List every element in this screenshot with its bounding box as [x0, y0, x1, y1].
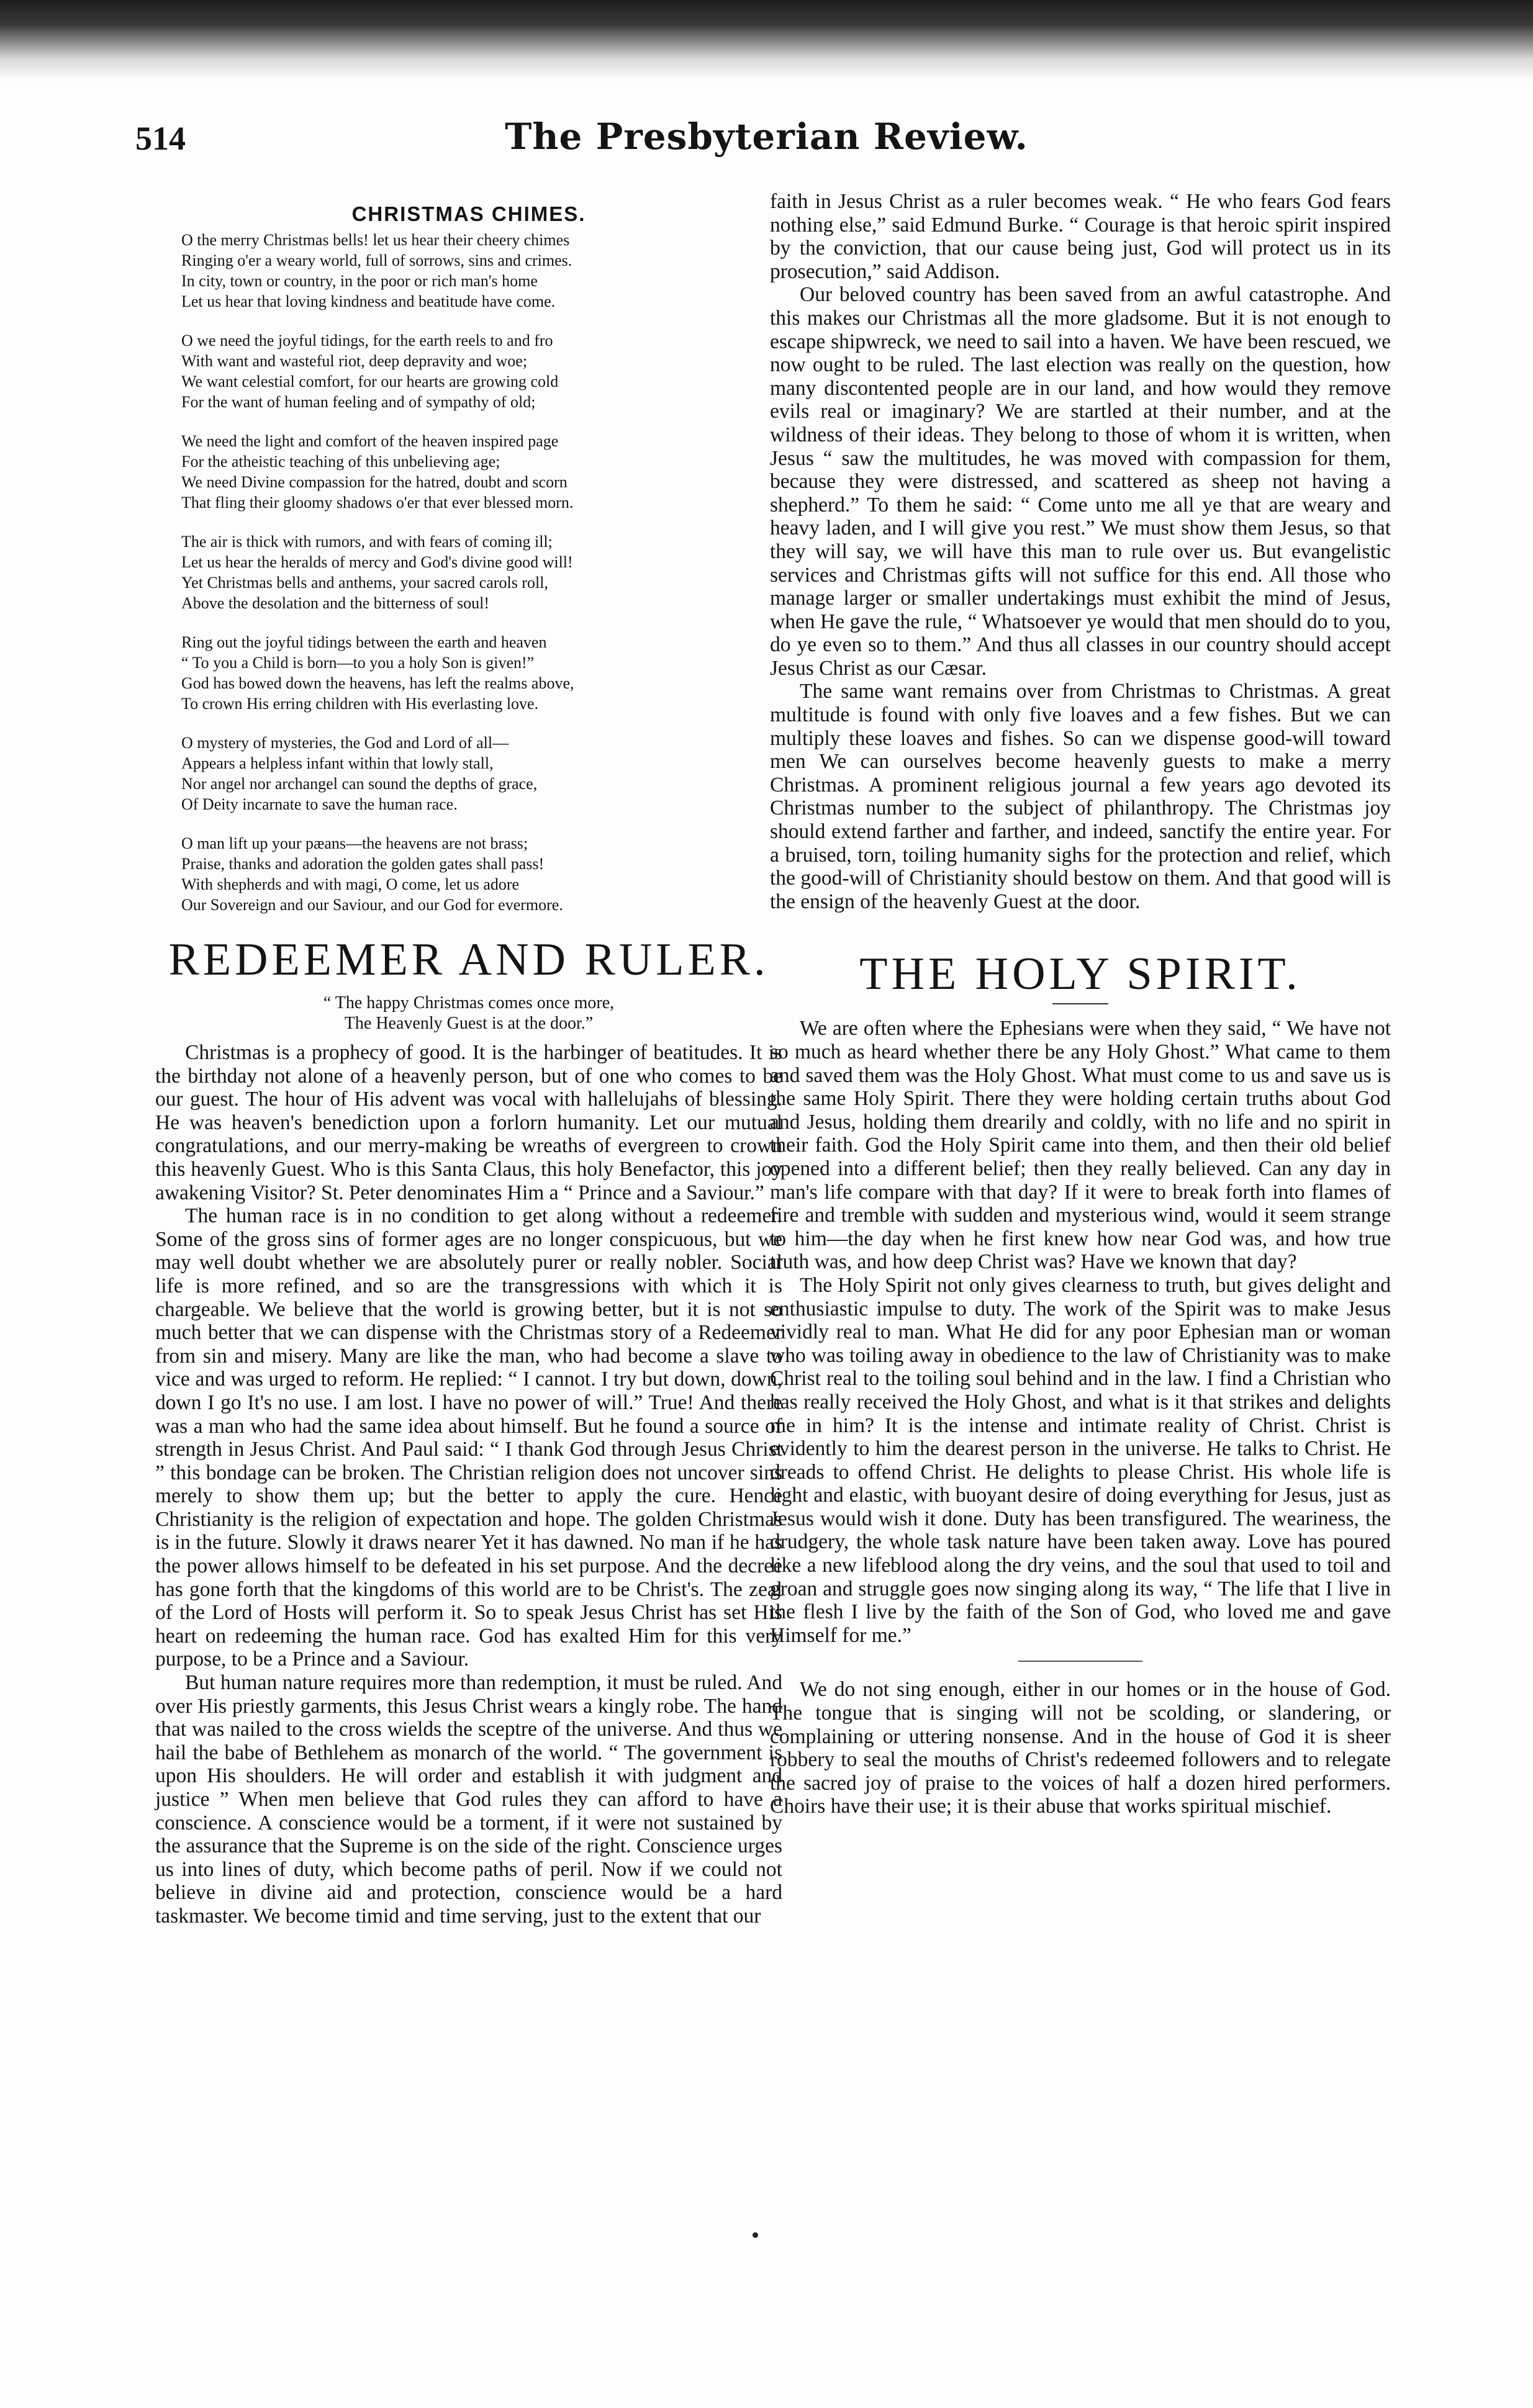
poem-line: Let us hear the heralds of mercy and God's divine good will!	[181, 553, 573, 571]
motto-line: “ The happy Christmas comes once more,	[323, 993, 615, 1012]
poem-line: Above the desolation and the bitterness of soul!	[181, 594, 490, 612]
poem-line: We want celestial comfort, for our hearts are growing cold	[181, 372, 559, 390]
poem-line: For the atheistic teaching of this unbelieving age;	[181, 453, 500, 471]
print-mark	[753, 2232, 758, 2238]
scan-edge	[0, 0, 1533, 81]
article-heading: THE HOLY SPIRIT.	[859, 949, 1301, 1000]
poem-line: Praise, thanks and adoration the golden gates shall pass!	[181, 855, 545, 873]
poem-line: The air is thick with rumors, and with fears of coming ill;	[181, 533, 553, 551]
paragraph: faith in Jesus Christ as a ruler becomes weak. “ He who fears God fears nothing else,” said Edmund Burke. “ Courage is that heroic spirit inspired by the conviction, that our cause being just, God will protect us in its prosecution,” said Addison.	[770, 190, 1391, 283]
heading-rule	[1052, 1003, 1108, 1004]
section-separator	[1018, 1661, 1142, 1662]
poem-stanza	[181, 330, 782, 412]
poem-stanza	[181, 833, 782, 915]
page-number: 514	[135, 120, 186, 157]
poem-title: CHRISTMAS CHIMES.	[351, 202, 586, 225]
poem-line: God has bowed down the heavens, has left the realms above,	[181, 674, 574, 692]
motto-line: The Heavenly Guest is at the door.”	[344, 1014, 594, 1033]
poem-line: We need Divine compassion for the hatred, doubt and scorn	[181, 473, 568, 491]
poem-line: With shepherds and with magi, O come, let us adore	[181, 875, 520, 893]
left-column	[155, 190, 782, 1928]
paragraph: The human race is in no condition to get along without a redeemer. Some of the gross sins of former ages are no longer conspicuous, but we may well doubt whether we are absolutely purer or really nobler. Social life is more refined, and so are the transgressions with which it is chargeable. We believe that the world is growing better, but it is not so much better that we can dispense with the Christmas story of a Redeemer from sin and misery. Many are like the man, who had become a slave to vice and was urged to reform. He replied: “ I cannot. I try but down, down, down I go It's no use. I am lost. I have no power of will.” True! And there was a man who had the same idea about himself. But he found a source of strength in Jesus Christ. And Paul said: “ I thank God through Jesus Christ ” this bondage can be broken. The Christian religion does not uncover sins merely to show them up; but the better to apply the cure. Hence Christianity is the religion of expectation and hope. The golden Christmas is in the future. Slowly it draws nearer Yet it has dawned. No man if he has the power allows himself to be defeated in his set purpose. And the decree has gone forth that the kingdoms of this world are to be Christ's. The zeal of the Lord of Hosts will perform it. So to speak Jesus Christ has set His heart on redeeming the human race. God has exalted Him for this very purpose, to be a Prince and a Saviour.	[155, 1204, 782, 1671]
poem-stanza	[181, 230, 782, 312]
paragraph: The Holy Spirit not only gives clearness to truth, but gives delight and enthusiastic impulse to duty. The work of the Spirit was to make Jesus vividly real to man. What He did for any poor Ephesian man or woman who was toiling away in obedience to the law of Christianity was to make Christ real to the toiling soul behind and in the law. I find a Christian who has really received the Holy Ghost, and what is it that strikes and delights me in him? It is the intense and intimate reality of Christ. Christ is evidently to him the dearest person in the universe. He talks to Christ. He dreads to offend Christ. He delights to please Christ. His whole life is light and elastic, with buoyant desire of doing everything for Jesus, just as Jesus would wish it done. Duty has been transfigured. The weariness, the drudgery, the whole task nature have been taken away. Love has poured like a new lifeblood along the dry veins, and the soul that used to toil and groan and struggle goes now singing along its way, “ The life that I live in the flesh I live by the faith of the Son of God, who loved me and gave Himself for me.”	[770, 1273, 1391, 1647]
poem-stanza	[181, 632, 782, 714]
poem-line: In city, town or country, in the poor or rich man's home	[181, 272, 538, 290]
poem-line: For the want of human feeling and of sympathy of old;	[181, 393, 536, 411]
poem-line: “ To you a Child is born—to you a holy Son is given!”	[181, 654, 535, 672]
poem-line: That fling their gloomy shadows o'er that ever blessed morn.	[181, 494, 574, 512]
running-head: The Presbyterian Review.	[505, 115, 1028, 158]
paragraph: But human nature requires more than redemption, it must be ruled. And over His priestly garments, this Jesus Christ wears a kingly robe. The hand that was nailed to the cross wields the sceptre of the universe. And thus we hail the babe of Bethlehem as monarch of the world. “ The government is upon His shoulders. He will order and establish it with judgment and justice ” When men believe that God rules they can afford to have a conscience. A conscience would be a torment, if it were not sustained by the assurance that the Supreme is on the side of the right. Conscience urges us into lines of duty, which become paths of peril. Now if we could not believe in divine aid and protection, conscience would be a hard taskmaster. We become timid and time serving, just to the extent that our	[155, 1671, 782, 1928]
poem-stanza	[181, 733, 782, 814]
poem-line: Appears a helpless infant within that lowly stall,	[181, 754, 494, 772]
poem-line: O mystery of mysteries, the God and Lord of all—	[181, 734, 509, 752]
poem-line: Nor angel nor archangel can sound the depths of grace,	[181, 775, 538, 793]
poem-line: We need the light and comfort of the heaven inspired page	[181, 432, 559, 450]
poem-line: Ringing o'er a weary world, full of sorrows, sins and crimes.	[181, 251, 572, 269]
poem-line: Yet Christmas bells and anthems, your sacred carols roll,	[181, 574, 548, 592]
paragraph: The same want remains over from Christmas to Christmas. A great multitude is found with only five loaves and a few fishes. But we can multiply these loaves and fishes. So can we dispense good-will toward men We can ourselves become heavenly guests to make a merry Christmas. A prominent religious journal a few years ago devoted its Christmas number to the subject of philanthropy. The Christmas joy should extend farther and farther, and indeed, sanctify the entire year. For a bruised, torn, toiling humanity sighs for the protection and relief, which the good-will of Christianity should bestow on them. And that good will is the ensign of the heavenly Guest at the door.	[770, 680, 1391, 913]
poem-line: O the merry Christmas bells! let us hear their cheery chimes	[181, 231, 570, 249]
paragraph: We are often where the Ephesians were when they said, “ We have not so much as heard whether there be any Holy Ghost.” What came to them and saved them was the Holy Ghost. What must come to us and save us is the same Holy Spirit. There they were holding certain truths about God and Jesus, holding them drearily and coldly, with no life and no spirit in their faith. God the Holy Spirit came into them, and then their old belief opened into a different belief; then they really believed. Can any day in man's life compare with that day? If it were to break forth into flames of fire and tremble with sudden and mysterious wind, would it seem strange to him—the day when he first knew how near God was, and how true truth was, and how deep Christ was? Have we known that day?	[770, 1017, 1391, 1274]
poem-line: With want and wasteful riot, deep depravity and woe;	[181, 352, 528, 370]
article-heading: REDEEMER AND RULER.	[168, 934, 769, 985]
right-column	[770, 190, 1391, 1818]
poem-line: Of Deity incarnate to save the human race.	[181, 795, 458, 813]
paragraph: We do not sing enough, either in our homes or in the house of God. The tongue that is singing will not be scolding, or slandering, or complaining or uttering nonsense. And in the house of God it is sheer robbery to seal the mouths of Christ's redeemed followers and to relegate the sacred joy of praise to the voices of half a dozen hired performers. Choirs have their use; it is their abuse that works spiritual mischief.	[770, 1678, 1391, 1818]
poem-stanza	[181, 531, 782, 613]
article-motto	[155, 993, 782, 1034]
poem-line: Ring out the joyful tidings between the earth and heaven	[181, 633, 547, 651]
poem-line: To crown His erring children with His everlasting love.	[181, 695, 539, 713]
poem-stanza	[181, 431, 782, 513]
poem-line: Our Sovereign and our Saviour, and our God for evermore.	[181, 896, 563, 914]
paragraph: Christmas is a prophecy of good. It is the harbinger of beatitudes. It is the birthday not alone of a heavenly person, but of one who comes to be our guest. The hour of His advent was vocal with hallelujahs of blessing. He was heaven's benediction upon a forlorn humanity. Let our mutual congratulations, and our merry-making be wreaths of evergreen to crown this heavenly Guest. Who is this Santa Claus, this holy Benefactor, this joy awakening Visitor? St. Peter denominates Him a “ Prince and a Saviour.”	[155, 1041, 782, 1204]
poem-line: Let us hear that loving kindness and beatitude have come.	[181, 292, 556, 310]
poem-line: O we need the joyful tidings, for the earth reels to and fro	[181, 331, 553, 349]
poem-line: O man lift up your pæans—the heavens are not brass;	[181, 834, 528, 852]
paragraph: Our beloved country has been saved from an awful catastrophe. And this makes our Christmas all the more gladsome. But it is not enough to escape shipwreck, we need to sail into a haven. We have been rescued, we now ought to be ruled. The last election was really on the question, how many discontented people are in our land, and how would they remove evils real or imaginary? We are startled at their number, and at the wildness of their ideas. They belong to those of whom it is written, when Jesus “ saw the multitudes, he was moved with compassion for them, because they were distressed, and scattered as sheep not having a shepherd.” To them he said: “ Come unto me all ye that are weary and heavy laden, and I will give you rest.” We must show them Jesus, so that they will say, we will have this man to rule over us. But evangelistic services and Christmas gifts will not suffice for this end. All those who manage larger or smaller undertakings must exhibit the mind of Jesus, when He gave the rule, “ Whatsoever ye would that men should do to you, do ye even so to them.” And thus all classes in our country should accept Jesus Christ as our Cæsar.	[770, 283, 1391, 680]
